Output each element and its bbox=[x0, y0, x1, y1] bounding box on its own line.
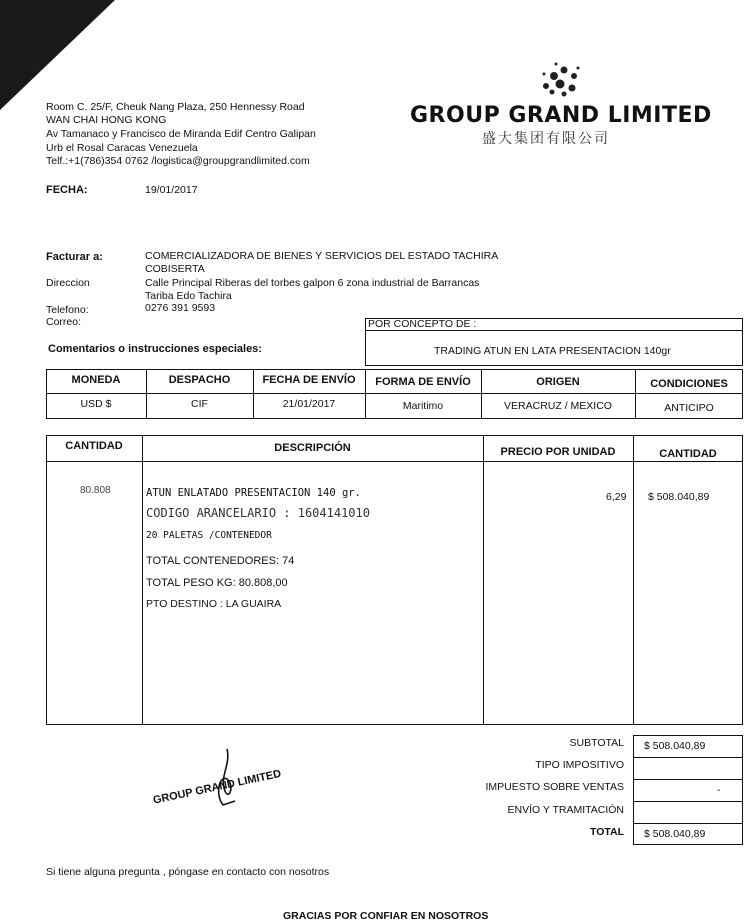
item-amount: $ 508.040,89 bbox=[648, 491, 710, 503]
impuesto-value: - bbox=[717, 784, 721, 796]
address-line: Urb el Rosal Caracas Venezuela bbox=[46, 142, 198, 154]
total-value: $ 508.040,89 bbox=[644, 828, 706, 840]
footer-question: Si tiene alguna pregunta , póngase en contacto con nosotros bbox=[46, 866, 330, 878]
shipping-value: Maritimo bbox=[402, 400, 444, 412]
shipping-value: VERACRUZ / MEXICO bbox=[504, 400, 612, 412]
item-description-line: PTO DESTINO : LA GUAIRA bbox=[146, 598, 282, 610]
address-line: WAN CHAI HONG KONG bbox=[46, 114, 167, 126]
facturar-label: Facturar a: bbox=[46, 251, 103, 263]
correo-label: Correo: bbox=[46, 316, 82, 328]
item-description-line: TOTAL PESO KG: 80.808,00 bbox=[146, 577, 288, 589]
shipping-value: USD $ bbox=[80, 398, 112, 410]
stamp-text: GROUP GRAND LIMITED bbox=[152, 767, 283, 807]
shipping-header: ORIGEN bbox=[536, 376, 580, 388]
fecha-value: 19/01/2017 bbox=[145, 184, 198, 196]
comments-label: Comentarios o instrucciones especiales: bbox=[48, 343, 262, 355]
direccion-line: Tariba Edo Tachira bbox=[145, 290, 232, 302]
scan-shadow-corner bbox=[0, 0, 115, 110]
address-line: Telf.:+1(786)354 0762 /logistica@groupgrandlimited.com bbox=[46, 155, 310, 167]
item-description-line: 20 PALETAS /CONTENEDOR bbox=[146, 530, 272, 541]
shipping-header: MONEDA bbox=[71, 374, 121, 386]
concepto-label: POR CONCEPTO DE : bbox=[368, 318, 477, 330]
item-cantidad: 80.808 bbox=[80, 485, 111, 496]
shipping-header: DESPACHO bbox=[168, 374, 231, 386]
shipping-header: FECHA DE ENVÍO bbox=[262, 374, 356, 386]
subtotal-value: $ 508.040,89 bbox=[644, 740, 706, 752]
telefono-label: Telefono: bbox=[46, 304, 89, 316]
direccion-line: Calle Principal Riberas del torbes galpon 6 zona industrial de Barrancas bbox=[145, 277, 480, 289]
items-header: CANTIDAD bbox=[659, 448, 717, 460]
items-header: CANTIDAD bbox=[65, 440, 123, 452]
shipping-header: CONDICIONES bbox=[650, 378, 728, 390]
item-description-line: ATUN ENLATADO PRESENTACION 140 gr. bbox=[146, 487, 361, 499]
fecha-label: FECHA: bbox=[46, 184, 88, 196]
address-line: Av Tamanaco y Francisco de Miranda Edif Centro Galipan bbox=[46, 128, 316, 140]
direccion-label: Direccion bbox=[46, 277, 90, 289]
item-description-line: CODIGO ARANCELARIO : 1604141010 bbox=[146, 506, 370, 520]
impuesto-label: IMPUESTO SOBRE VENTAS bbox=[485, 781, 624, 793]
item-unit-price: 6,29 bbox=[606, 491, 627, 503]
globe-logo-icon bbox=[532, 58, 588, 100]
logo-name: GROUP GRAND LIMITED bbox=[410, 103, 712, 128]
items-header: PRECIO POR UNIDAD bbox=[500, 446, 616, 458]
tipo-impositivo-label: TIPO IMPOSITIVO bbox=[535, 759, 624, 771]
items-header: DESCRIPCIÓN bbox=[274, 442, 351, 454]
envio-label: ENVÍO Y TRAMITACIÓN bbox=[507, 804, 624, 816]
facturar-line: COMERCIALIZADORA DE BIENES Y SERVICIOS DEL ESTADO TACHIRA bbox=[145, 250, 499, 262]
shipping-header: FORMA DE ENVÍO bbox=[375, 376, 471, 388]
concepto-value: TRADING ATUN EN LATA PRESENTACION 140gr bbox=[434, 345, 671, 357]
subtotal-label: SUBTOTAL bbox=[569, 737, 624, 749]
shipping-value: ANTICIPO bbox=[664, 402, 714, 414]
telefono-value: 0276 391 9593 bbox=[145, 302, 216, 314]
footer-thanks: GRACIAS POR CONFIAR EN NOSOTROS bbox=[283, 910, 489, 922]
facturar-line: COBISERTA bbox=[145, 263, 205, 275]
logo-chinese: 盛大集团有限公司 bbox=[482, 131, 610, 147]
shipping-value: 21/01/2017 bbox=[282, 398, 336, 410]
address-line: Room C. 25/F, Cheuk Nang Plaza, 250 Hennessy Road bbox=[46, 101, 305, 113]
total-label: TOTAL bbox=[589, 826, 624, 838]
shipping-value: CIF bbox=[191, 398, 208, 410]
item-description-line: TOTAL CONTENEDORES: 74 bbox=[146, 555, 295, 567]
